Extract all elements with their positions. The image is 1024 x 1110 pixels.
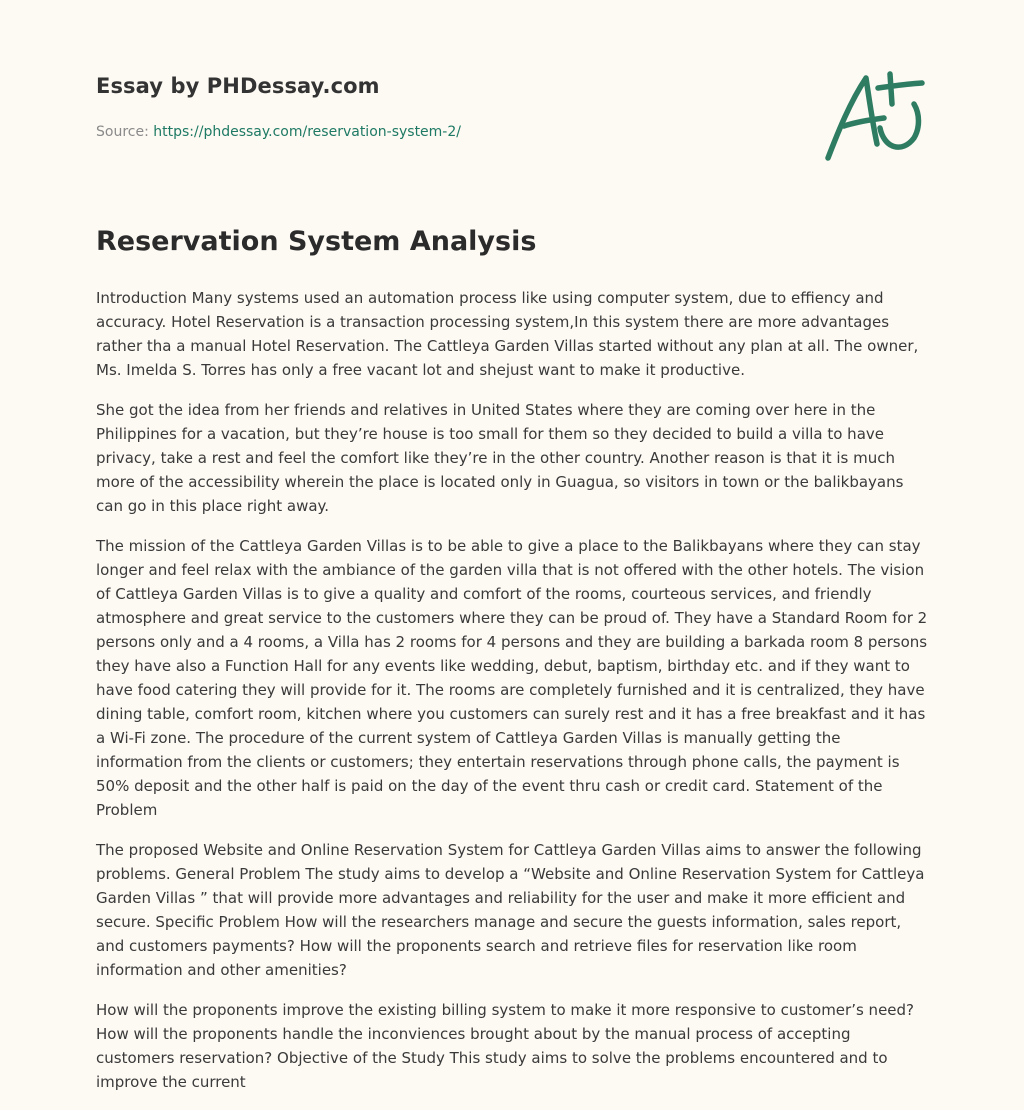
source-label: Source:: [96, 124, 149, 140]
source-link[interactable]: https://phdessay.com/reservation-system-2/: [153, 124, 461, 140]
essay-paragraph: The mission of the Cattleya Garden Villas is to be able to give a place to the Balikbayans where they can stay longer and feel relax with the ambiance of the garden villa that is not offered with the other hotels. The vision of Cattleya Garden Villas is to give a quality and comfort of the rooms, courteous services, and friendly atmosphere and great service to the customers where they can be proud of. They have a Standard Room for 2 persons only and a 4 rooms, a Villa has 2 rooms for 4 persons and they are building a barkada room 8 persons they have also a Function Hall for any events like wedding, debut, baptism, birthday etc. and if they want to have food catering they will provide for it. The rooms are completely furnished and it is centralized, they have dining table, comfort room, kitchen where you customers can surely rest and it has a free breakfast and it has a Wi-Fi zone. The procedure of the current system of Cattleya Garden Villas is manually getting the information from the clients or customers; they entertain reservations through phone calls, the payment is 50% deposit and the other half is paid on the day of the event thru cash or credit card. Statement of the Problem: [96, 537, 928, 819]
essay-paragraph: How will the proponents improve the existing billing system to make it more responsive to customer’s need? How will the proponents handle the inconviences brought about by the manual process of accepting customers reservation? Objective of the Study This study aims to solve the problems encountered and to improve the current: [96, 1001, 915, 1091]
site-title: Essay by PHDessay.com: [96, 74, 380, 98]
essay-body: [96, 286, 928, 1110]
essay-paragraph: The proposed Website and Online Reservation System for Cattleya Garden Villas aims to answer the following problems. General Problem The study aims to develop a “Website and Online Reservation System for Cattleya Garden Villas ” that will provide more advantages and reliability for the user and make it more efficient and secure. Specific Problem How will the researchers manage and secure the guests information, sales report, and customers payments? How will the proponents search and retrieve files for reservation like room information and other amenities?: [96, 841, 925, 979]
source-line: [96, 124, 461, 140]
a-plus-grade-icon: [822, 68, 926, 164]
essay-paragraph: Introduction Many systems used an automation process like using computer system, due to effiency and accuracy. Hotel Reservation is a transaction processing system,In this system there are more advantages rather tha a manual Hotel Reservation. The Cattleya Garden Villas started without any plan at all. The owner, Ms. Imelda S. Torres has only a free vacant lot and shejust want to make it productive.: [96, 289, 919, 379]
essay-title: Reservation System Analysis: [96, 226, 537, 257]
essay-paragraph: She got the idea from her friends and relatives in United States where they are coming over here in the Philippines for a vacation, but they’re house is too small for them so they decided to build a villa to have privacy, take a rest and feel the comfort like they’re in the other country. Another reason is that it is much more of the accessibility wherein the place is located only in Guagua, so visitors in town or the balikbayans can go in this place right away.: [96, 401, 904, 515]
